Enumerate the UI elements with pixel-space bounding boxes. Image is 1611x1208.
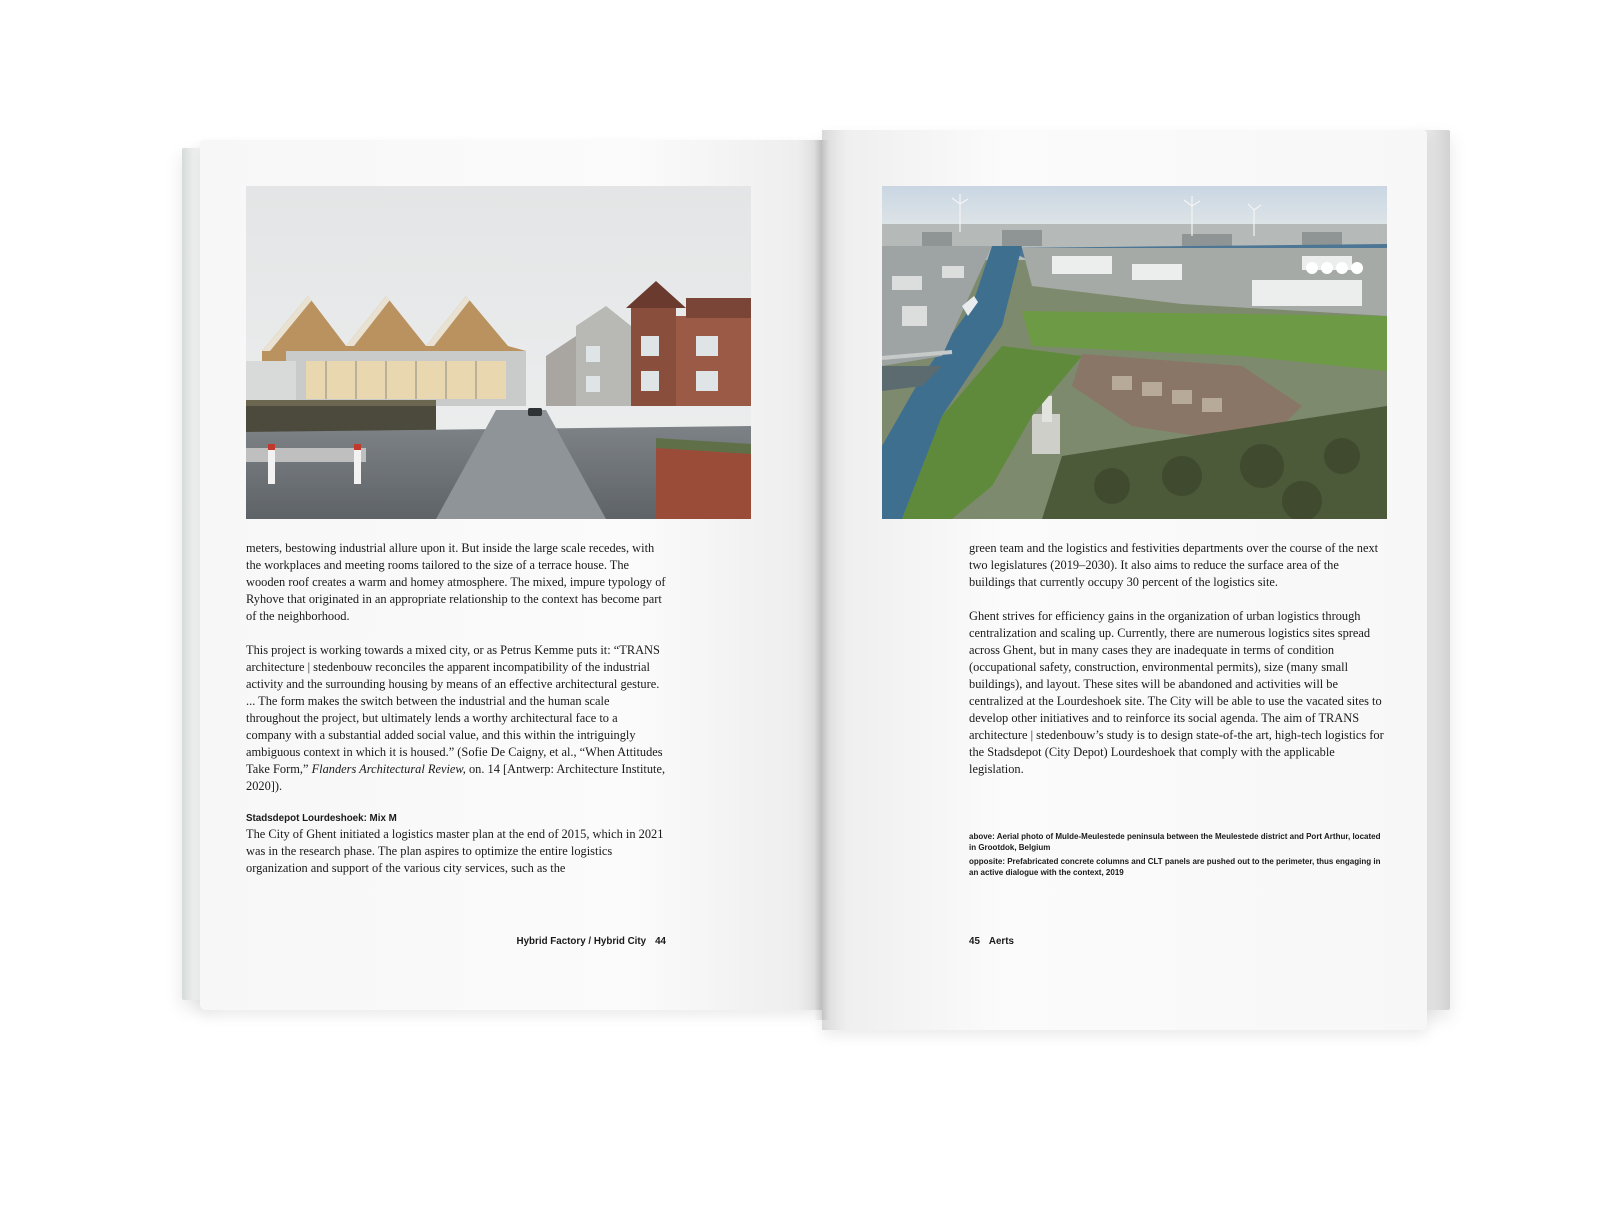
page-number-right: 45 [969, 936, 980, 947]
citation-tail: on. 14 [Antwerp: Architecture Institute, 2020]). [246, 762, 666, 793]
right-paragraph-1: green team and the logistics and festivities departments over the course of the next two legislatures (2019–2030). It also aims to reduce the surface area of the buildings that currently occupy 30 percent of the logistics site. [969, 541, 1379, 589]
left-paragraph-2-text: This project is working towards a mixed city, or as Petrus Kemme puts it: “TRANS architecture | stedenbouw reconciles the apparent incompatibility of the industrial activity and the surrounding housing by means of an effective architectural gesture. ... The form makes the switch between the industrial and the human scale throughout the project, but ultimately lends a worthy architectural face to a company with a substantial added social value, and this within the intriguingly ambiguous context in which it is housed.” (Sofie De Caigny, et al., “When Attitudes Take Form,” [246, 643, 663, 776]
aerial-harbor-photo [882, 186, 1387, 519]
left-folio [508, 936, 666, 947]
book-gutter [814, 140, 830, 1020]
page-number-left: 44 [655, 936, 666, 947]
left-paragraph-1: meters, bestowing industrial allure upon it. But inside the large scale recedes, with the workplaces and meeting rooms tailored to the size of a terrace house. The wooden roof creates a warm and homey atmosphere. The mixed, impure typology of Ryhove that originated in an appropriate relationship to the context has become part of the neighborhood. [246, 541, 666, 623]
left-paragraph-3: The City of Ghent initiated a logistics master plan at the end of 2015, which in 2021 was in the research phase. The plan aspires to optimize the entire logistics organization and support of the various city services, such as the [246, 827, 664, 875]
factory-street-photo [246, 186, 751, 519]
citation-italic: Flanders Architectural Review, [311, 762, 466, 776]
section-subheading: Stadsdepot Lourdeshoek: Mix M [246, 813, 397, 824]
right-paragraph-2: Ghent strives for efficiency gains in the organization of urban logistics through centralization and scaling up. Currently, there are numerous logistics sites spread across Ghent, but in many cases they are inadequate in terms of condition (occupational safety, construction, environmental permits), size (many small buildings), and layout. These sites will be abandoned and activities will be centralized at the Lourdeshoek site. The City will be able to use the vacated sites to develop other initiatives and to reinforce its social agenda. The aim of TRANS architecture | stedenbouw’s study is to design state-of-the art, high-tech logistics for the Stadsdepot (City Depot) Lourdeshoek that comply with the applicable legislation. [969, 609, 1384, 776]
photo-captions [969, 831, 1384, 881]
caption-above: above: Aerial photo of Mulde-Meulestede peninsula between the Meulestede district and Port Arthur, located in Grootdok, Belgium [969, 832, 1381, 852]
left-page-body [246, 540, 666, 894]
running-title: Hybrid Factory / Hybrid City [516, 936, 647, 947]
left-paragraph-2 [246, 642, 666, 795]
right-folio [969, 936, 1129, 947]
caption-opposite: opposite: Prefabricated concrete columns and CLT panels are pushed out to the perimeter, thus engaging in an active dialogue with the context, 2019 [969, 857, 1381, 877]
right-page-body [969, 540, 1384, 795]
running-author: Aerts [988, 936, 1014, 947]
